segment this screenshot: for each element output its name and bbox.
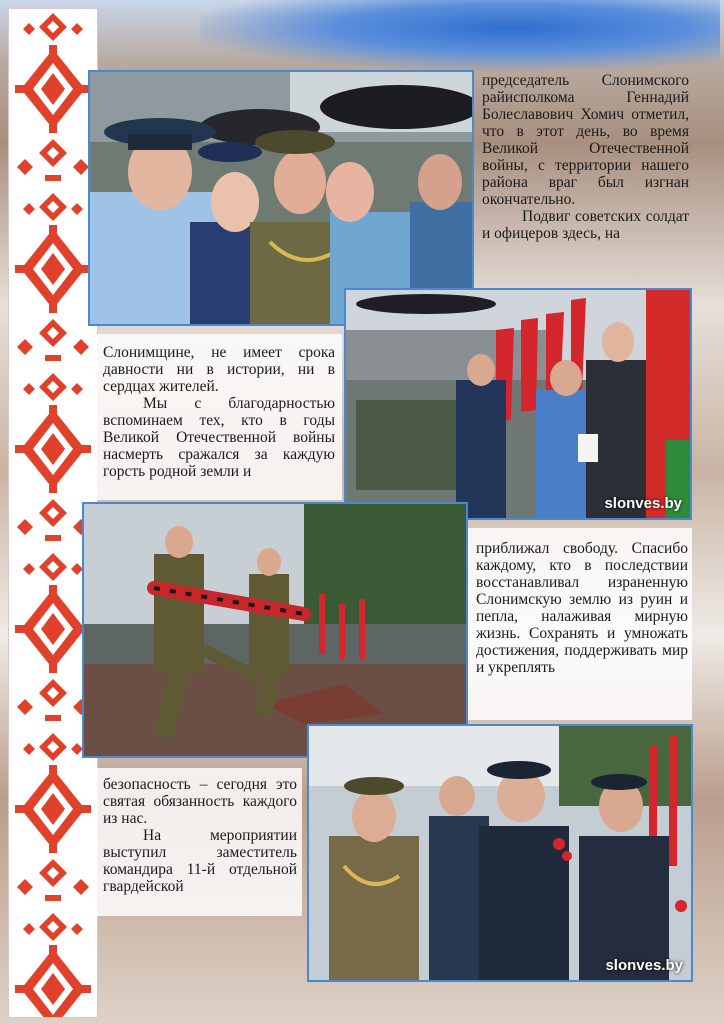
paragraph-2a: Слонимщине, не имеет срока давности ни в истории, ни в сердцах жителей. [103, 344, 335, 395]
photo-veterans [307, 724, 693, 982]
paragraph-2b: Мы с благодарностью вспоминаем тех, кто в годы Великой Отечественной войны насмерть сражался за каждую горсть родной земли и [103, 395, 335, 480]
paragraph-1: председатель Слонимского райисполкома Геннадий Болеславович Хомич отметил, что в этот день, во время Великой Отечественной войны, с территории нашего района враг был изгнан окончательно. [482, 72, 689, 208]
paragraph-4a: безопасность – сегодня это святая обязанность каждого из нас. [103, 776, 297, 827]
paragraph-4b: На мероприятии выступил заместитель командира 11-й отдельной гвардейской [103, 827, 297, 895]
text-block-4 [103, 776, 297, 895]
watermark: slonves.by [605, 957, 683, 974]
photo-honor-guard [82, 502, 468, 758]
text-block-2 [103, 344, 335, 480]
photo-speaker [344, 288, 692, 520]
text-block-1 [482, 72, 689, 242]
text-block-3 [476, 540, 688, 676]
paragraph-3: приближал свободу. Спасибо каждому, кто в последствии восстанавливал израненную Слонимскую землю из руин и пепла, налаживая мирную жизнь. Сохранять и умножать достижения, поддерживать мир и укреплять [476, 540, 688, 676]
sky-background [200, 0, 720, 70]
watermark: slonves.by [604, 495, 682, 512]
paragraph-1b: Подвиг советских солдат и офицеров здесь, на [482, 208, 689, 242]
